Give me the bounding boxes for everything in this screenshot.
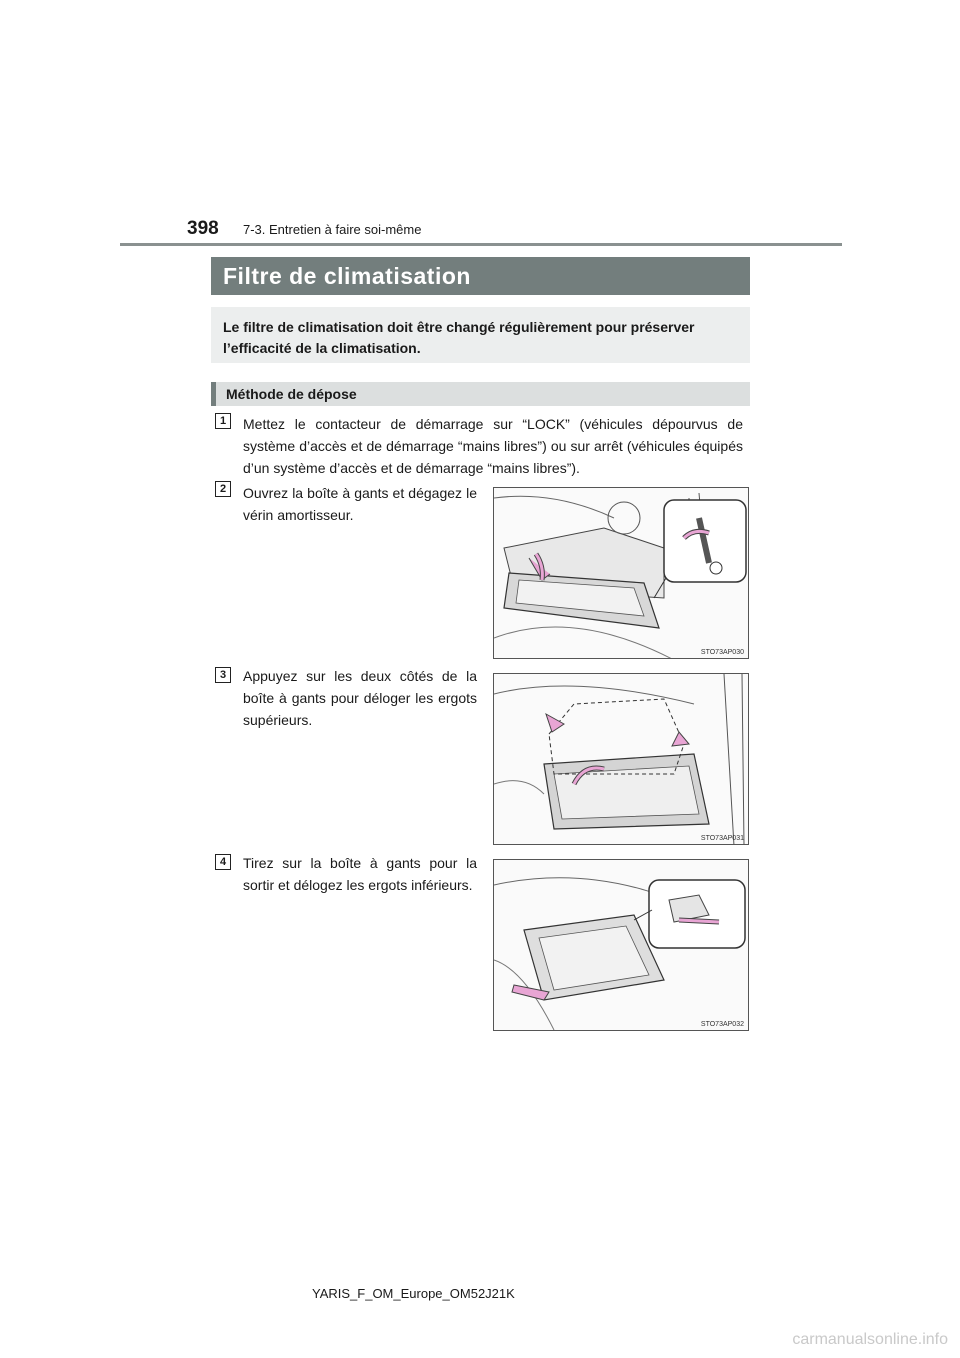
step-badge-4: 4 xyxy=(215,854,231,870)
figure-step-2 xyxy=(493,487,749,659)
figure-code-2: STO73AP030 xyxy=(700,649,744,656)
step-2-text: Ouvrez la boîte à gants et dégagez le vérin amortisseur. xyxy=(243,485,477,523)
figure-step-4 xyxy=(493,859,749,1031)
figure-step-3 xyxy=(493,673,749,845)
section-label: 7-3. Entretien à faire soi-même xyxy=(243,222,422,237)
step-badge-3: 3 xyxy=(215,667,231,683)
figure-code-4: STO73AP032 xyxy=(700,1021,744,1028)
page-number: 398 xyxy=(187,218,219,239)
watermark: carmanualsonline.info xyxy=(792,1331,948,1348)
step-badge-2: 2 xyxy=(215,481,231,497)
intro-box: Le filtre de climatisation doit être changé régulièrement pour préserver l’efficacité de la climatisation. xyxy=(211,307,750,363)
step-4-text: Tirez sur la boîte à gants pour la sortir et délogez les ergots inférieurs. xyxy=(243,855,477,893)
footer-code: YARIS_F_OM_Europe_OM52J21K xyxy=(312,1286,515,1301)
step-badge-1: 1 xyxy=(215,413,231,429)
header-rule xyxy=(120,243,842,246)
page-title: Filtre de climatisation xyxy=(211,257,750,295)
step-1-text: Mettez le contacteur de démarrage sur “LOCK” (véhicules dépourvus de système d’accès et de démarrage “mains libres”) ou sur arrêt (véhicules équipés d’un système d’accès et de démarrage “mains libres”). xyxy=(243,416,743,476)
subsection-heading: Méthode de dépose xyxy=(211,382,750,406)
figure-code-3: STO73AP031 xyxy=(700,835,744,842)
step-3-text: Appuyez sur les deux côtés de la boîte à gants pour déloger les ergots supérieurs. xyxy=(243,668,477,728)
